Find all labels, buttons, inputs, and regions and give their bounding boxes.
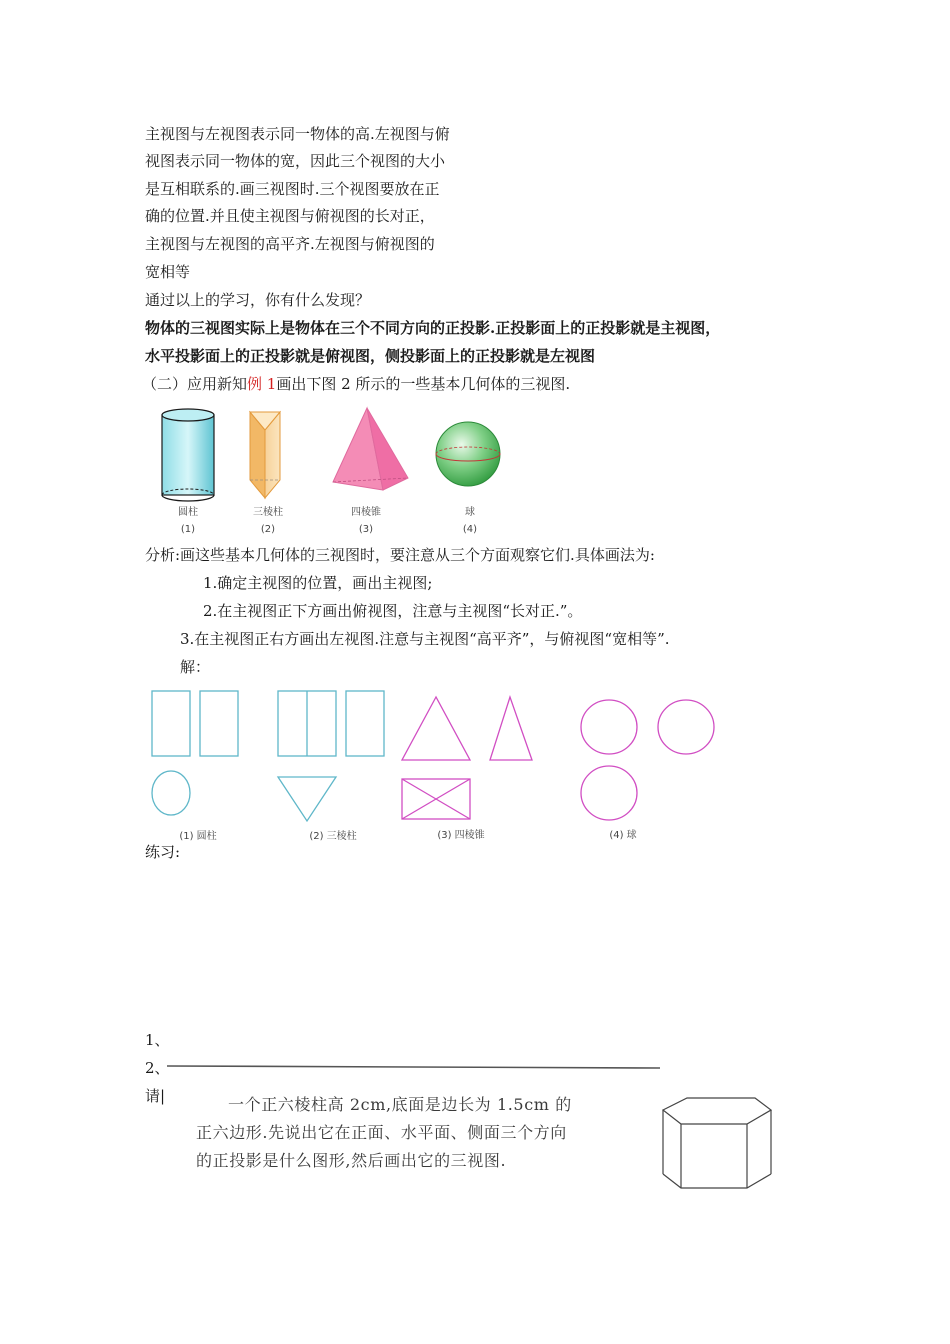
cylinder-side-view (200, 691, 238, 756)
intro-line-2: 视图表示同一物体的宽，因此三个视图的大小 (145, 152, 446, 170)
view-caption-3: (3) 四棱锥 (437, 830, 485, 841)
section-suffix: 画出下图 2 所示的一些基本几何体的三视图. (276, 375, 571, 393)
step-3: 3.在主视图正右方画出左视图.注意与主视图“高平齐”，与俯视图“宽相等”. (180, 630, 670, 648)
prism-top-view (278, 777, 336, 821)
pyramid-front-view (402, 697, 470, 760)
square-pyramid-solid (333, 408, 408, 490)
item-3-partial: 请| (145, 1087, 166, 1105)
sphere-side-view (658, 700, 714, 754)
solution-label: 解： (180, 658, 211, 676)
intro-line-5: 主视图与左视图的高平齐.左视图与俯视图的 (145, 235, 435, 253)
item-2: 2、 (145, 1059, 170, 1077)
view-caption-1: (1) 圆柱 (179, 831, 217, 842)
view-caption-4: (4) 球 (609, 830, 637, 841)
hexagonal-prism-figure (655, 1090, 780, 1195)
exercise-line-3: 的正投影是什么图形,然后画出它的三视图. (196, 1151, 507, 1170)
cylinder-top-view (152, 771, 190, 815)
exercise-line-1: 一个正六棱柱高 2cm,底面是边长为 1.5cm 的 (228, 1095, 572, 1114)
sphere-front-view (581, 700, 637, 754)
solids-figure (150, 400, 520, 540)
triangular-prism-solid (250, 412, 280, 498)
solid-num-3: (3) (358, 524, 374, 535)
view-caption-2: (2) 三棱柱 (309, 831, 357, 842)
sphere-solid (436, 422, 500, 486)
section-prefix: （二）应用新知 (142, 375, 248, 393)
solid-name-1: 圆柱 (178, 507, 198, 518)
example-label: 例 1 (247, 375, 277, 393)
solid-num-1: (1) (180, 524, 196, 535)
intro-line-3: 是互相联系的.画三视图时.三个视图要放在正 (145, 180, 440, 198)
conclusion-line-1: 物体的三视图实际上是物体在三个不同方向的正投影.正投影面上的正投影就是主视图， (145, 319, 721, 337)
prism-side-view (346, 691, 384, 756)
step-1: 1.确定主视图的位置，画出主视图; (203, 574, 433, 592)
intro-line-4: 确的位置.并且使主视图与俯视图的长对正， (145, 207, 435, 225)
sphere-top-view (581, 766, 637, 820)
three-views-figure (140, 685, 730, 850)
solid-name-2: 三棱柱 (253, 507, 283, 518)
solid-num-4: (4) (462, 524, 478, 535)
solid-name-4: 球 (465, 507, 475, 518)
solid-name-3: 四棱锥 (351, 507, 381, 518)
practice-label: 练习: (145, 843, 181, 861)
step-2: 2.在主视图正下方画出俯视图，注意与主视图“长对正.”。 (203, 602, 583, 620)
scan-top-edge (165, 1062, 665, 1072)
cylinder-solid (162, 409, 214, 501)
cylinder-front-view (152, 691, 190, 756)
exercise-line-2: 正六边形.先说出它在正面、水平面、侧面三个方向 (196, 1123, 567, 1142)
solid-num-2: (2) (260, 524, 276, 535)
question-text: 通过以上的学习，你有什么发现？ (145, 291, 371, 309)
conclusion-line-2: 水平投影面上的正投影就是俯视图，侧投影面上的正投影就是左视图 (145, 347, 596, 365)
section-heading (142, 374, 570, 394)
analysis-text: 分析:画这些基本几何体的三视图时，要注意从三个方面观察它们.具体画法为: (145, 546, 655, 564)
intro-line-1: 主视图与左视图表示同一物体的高.左视图与俯 (145, 125, 450, 143)
item-1: 1、 (145, 1031, 170, 1049)
intro-line-6: 宽相等 (145, 263, 191, 281)
pyramid-side-view (490, 697, 532, 760)
